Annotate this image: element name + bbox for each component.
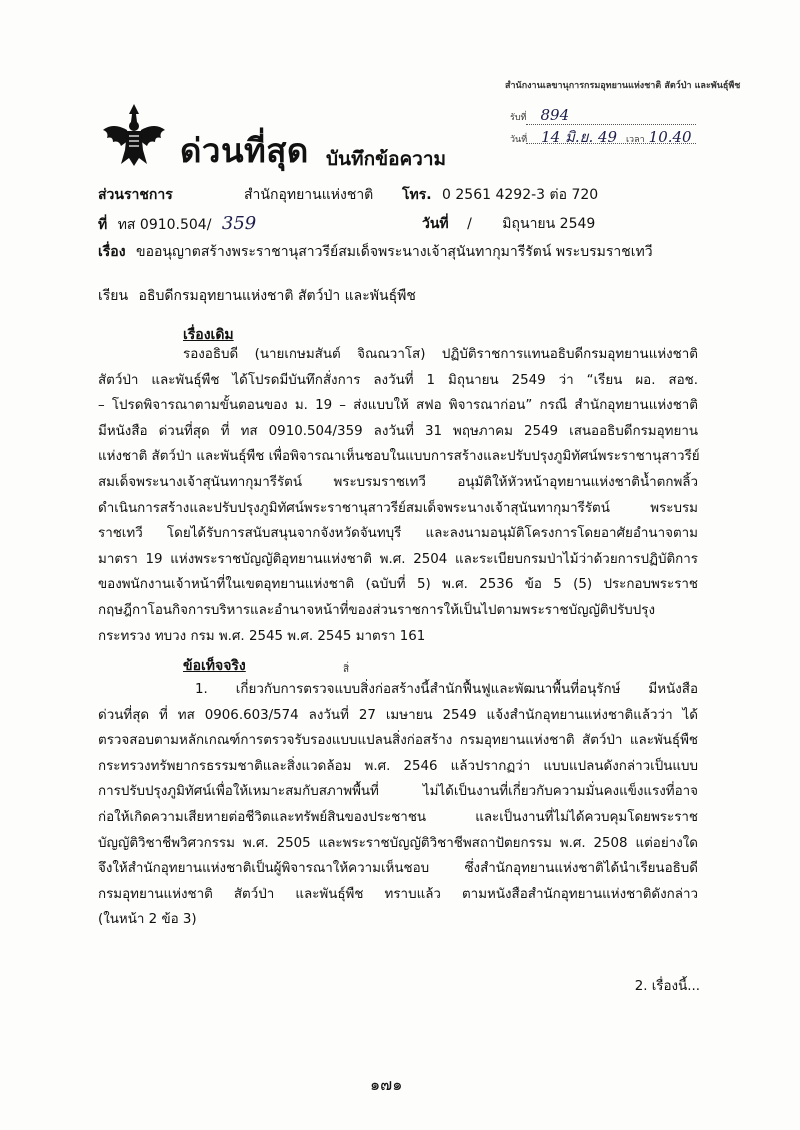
receipt-date-value: 14 มิ.ย. 49 — [541, 128, 618, 146]
paragraph-line: รองอธิบดี (นายเกษมสันต์ จิณณวาโส) ปฏิบัติราชการแทนอธิบดีกรมอุทยานแห่งชาติ — [183, 347, 698, 362]
agency-value: สำนักอุทยานแห่งชาติ — [244, 187, 374, 203]
ref-row — [98, 213, 256, 236]
paragraph-line: ตรวจสอบตามหลักเกณฑ์การตรวจรับรองแบบแปลนสิ่งก่อสร้าง กรมอุทยานแห่งชาติ สัตว์ป่า และพันธุ์พืช — [98, 733, 698, 749]
paragraph-line: มีหนังสือ ด่วนที่สุด ที่ ทส 0910.504/359 ลงวันที่ 31 พฤษภาคม 2549 เสนออธิบดีกรมอุทยาน — [98, 423, 698, 439]
receipt-time-value: 10.40 — [648, 128, 692, 146]
paragraph-line: ก่อให้เกิดความเสียหายต่อชีวิตและทรัพย์สินของประชาชน และเป็นงานที่ไม่ได้ควบคุมโดยพระราช — [98, 809, 698, 825]
to-value: อธิบดีกรมอุทยานแห่งชาติ สัตว์ป่า และพันธุ์พืช — [138, 288, 416, 304]
receipt-date-label: วันที่ — [510, 135, 528, 145]
paragraph-line: สัตว์ป่า และพันธุ์พืช ได้โปรดมีบันทึกสั่งการ ลงวันที่ 1 มิถุนายน 2549 ว่า “เรียน ผอ. สอช. — [98, 372, 698, 388]
date-label: วันที่ — [422, 216, 449, 232]
page-number: ๑๗๑ — [370, 1075, 403, 1094]
paragraph-line: บัญญัติวิชาชีพวิศวกรรม พ.ศ. 2505 และพระราชบัญญัติวิชาชีพสถาปัตยกรรม พ.ศ. 2508 แต่อย่างใด — [98, 835, 698, 851]
paragraph-line: กฤษฎีกาโอนกิจการบริหารและอำนาจหน้าที่ของส่วนราชการให้เป็นไปตามพระราชบัญญัติปรับปรุง — [98, 602, 656, 618]
paragraph-line: มาตรา 19 แห่งพระราชบัญญัติอุทยานแห่งชาติ พ.ศ. 2504 และระเบียบกรมป่าไม้ว่าด้วยการปฏิบัติการ — [98, 551, 698, 567]
phone-value: 0 2561 4292-3 ต่อ 720 — [442, 187, 599, 203]
paragraph-line: กระทรวง ทบวง กรม พ.ศ. 2545 พ.ศ. 2545 มาตรา 161 — [98, 628, 426, 644]
date-value: มิถุนายน 2549 — [502, 216, 596, 232]
paragraph-line: ราชเทวี โดยได้รับการสนับสนุนจากจังหวัดจันทบุรี และลงนามอนุมัติโครงการโดยอาศัยอำนาจตาม — [98, 526, 698, 542]
receipt-number-value: 894 — [540, 106, 570, 124]
agency-row — [98, 184, 173, 206]
facts-paragraph — [98, 677, 698, 933]
paragraph-line: 1. เกี่ยวกับการตรวจแบบสิ่งก่อสร้างนี้สำนักฟื้นฟูและพัฒนาพื้นที่อนุรักษ์ มีหนังสือ — [195, 682, 698, 697]
ref-handwritten-number: 359 — [221, 213, 257, 234]
subject-label: เรื่อง — [98, 244, 126, 260]
paragraph-line: ของพนักงานเจ้าหน้าที่ในเขตอุทยานแห่งชาติ (ฉบับที่ 5) พ.ศ. 2536 ข้อ 5 (5) ประกอบพระราช — [98, 577, 698, 593]
date-row — [422, 213, 595, 235]
facts-heading: ข้อเท็จจริง — [183, 658, 246, 674]
phone-label: โทร. — [402, 187, 432, 203]
agency-label: ส่วนราชการ — [98, 187, 173, 203]
paragraph-line: ด่วนที่สุด ที่ ทส 0906.603/574 ลงวันที่ 27 เมษายน 2549 แจ้งสำนักอุทยานแห่งชาติแล้วว่า ได้ — [98, 707, 698, 723]
continuation-note: 2. เรื่องนี้... — [634, 979, 700, 994]
paragraph-line: กรมอุทยานแห่งชาติ สัตว์ป่า และพันธุ์พืช ทราบแล้ว ตามหนังสือสำนักอุทยานแห่งชาติดังกล่าว — [98, 886, 698, 902]
receipt-time-label: เวลา — [625, 135, 645, 145]
ref-value: ทส 0910.504/ — [117, 217, 212, 233]
to-row — [98, 285, 416, 307]
receipt-number — [510, 106, 569, 124]
ref-label: ที่ — [98, 217, 108, 233]
subject-value: ขออนุญาตสร้างพระราชานุสาวรีย์สมเด็จพระนางเจ้าสุนันทากุมารีรัตน์ พระบรมราชเทวี — [136, 244, 653, 260]
memo-title: บันทึกข้อความ — [326, 148, 447, 170]
background-heading: เรื่องเดิม — [183, 327, 234, 343]
paragraph-line: การปรับปรุงภูมิทัศน์เพื่อให้เหมาะสมกับสภาพพื้นที่ ไม่ได้เป็นงานที่เกี่ยวกับความมั่นคงแข็งแรงที่อาจ — [98, 784, 698, 800]
receipt-number-label: รับที่ — [510, 113, 527, 123]
phone-row — [402, 184, 598, 206]
receipt-stamp-office: สำนักงานเลขานุการกรมอุทยานแห่งชาติ สัตว์ป่า และพันธุ์พืช — [505, 81, 741, 91]
margin-mark: สิ่ — [343, 664, 350, 675]
paragraph-line: จึงให้สำนักอุทยานแห่งชาติเป็นผู้พิจารณาให้ความเห็นชอบ ซึ่งสำนักอุทยานแห่งชาติได้นำเรียนอธิบดี — [98, 861, 698, 877]
urgency-title: ด่วนที่สุด — [180, 131, 309, 170]
receipt-date — [510, 125, 692, 149]
paragraph-line: ดำเนินการสร้างและปรับปรุงภูมิทัศน์พระราชานุสาวรีย์สมเด็จพระนางเจ้าสุนันทากุมารีรัตน์ พระบรม — [98, 500, 698, 516]
date-day: / — [467, 216, 472, 232]
paragraph-line: สมเด็จพระนางเจ้าสุนันทากุมารีรัตน์ พระบรมราชเทวี อนุมัติให้หัวหน้าอุทยานแห่งชาติน้ำตกพลิ้ว — [98, 474, 698, 490]
to-label: เรียน — [98, 288, 129, 304]
receipt-underline — [526, 143, 696, 144]
paragraph-line: – โปรดพิจารณาตามขั้นตอนของ ม. 19 – ส่งแบบให้ สฟอ พิจารณาก่อน” กรณี สำนักอุทยานแห่งชาติ — [98, 398, 698, 414]
subject-row — [98, 241, 653, 263]
paragraph-line: กระทรวงทรัพยากรธรรมชาติและสิ่งแวดล้อม พ.ศ. 2546 แล้วปรากฏว่า แบบแปลนดังกล่าวเป็นแบบ — [98, 758, 698, 774]
paragraph-line: แห่งชาติ สัตว์ป่า และพันธุ์พืช เพื่อพิจารณาเห็นชอบในแบบการสร้างและปรับปรุงภูมิทัศน์พระราชานุสาวรีย์ — [98, 449, 700, 465]
background-paragraph — [98, 342, 698, 649]
garuda-emblem-icon — [99, 100, 169, 170]
paragraph-line: (ในหน้า 2 ข้อ 3) — [98, 912, 197, 928]
